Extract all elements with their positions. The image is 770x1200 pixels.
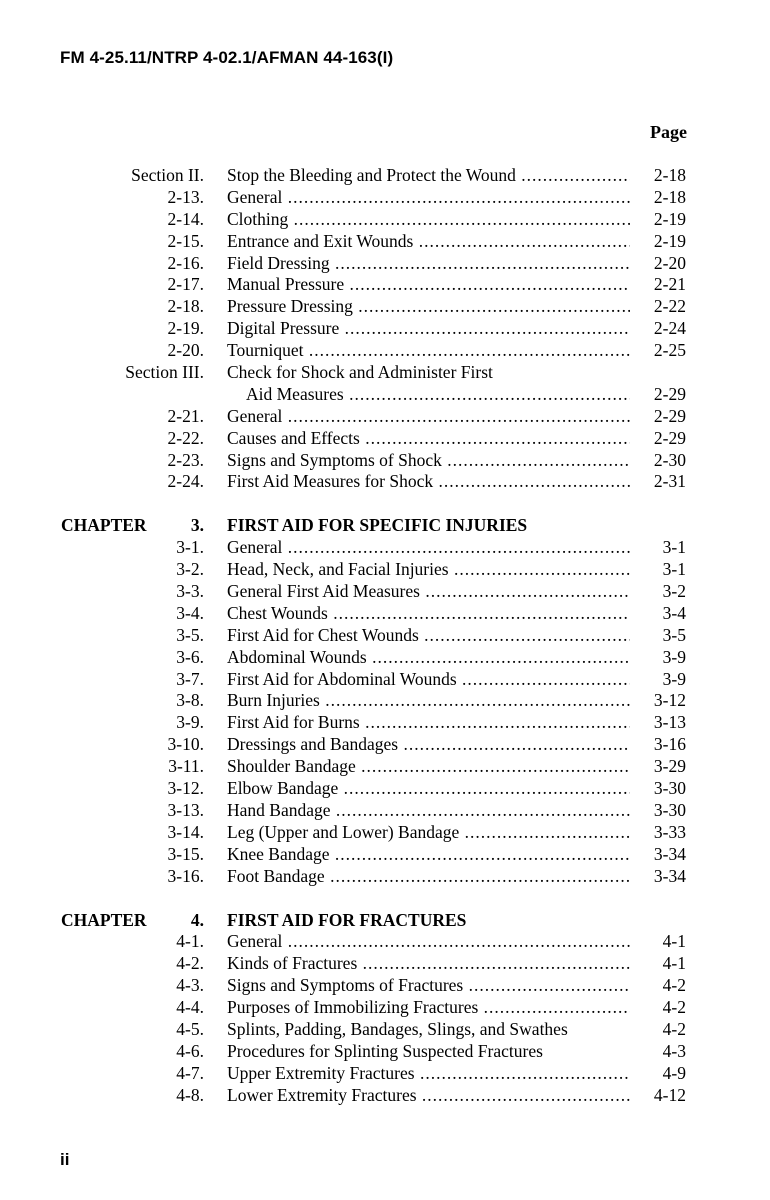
entry-page: 4-2 [662,975,686,996]
entry-page: 3-34 [653,843,686,864]
entry-page: 3-9 [662,646,686,667]
toc-entry[interactable] [0,209,770,231]
entry-page: 3-29 [653,756,686,777]
entry-number: 2-24. [167,471,204,492]
entry-title: Foot Bandage ..... [227,866,630,888]
entry-title: General ..... [227,406,630,428]
section-title-line1: Check for Shock and Administer First [227,362,493,383]
entry-page: 4-2 [662,997,686,1018]
entry-title: Field Dressing ..... [227,253,630,275]
entry-title: Upper Extremity Fractures ..... [227,1063,630,1085]
entry-title: Procedures for Splinting Suspected Fractures [227,1040,543,1061]
entry-title: Causes and Effects ..... [227,428,630,450]
chapter-title: FIRST AID FOR SPECIFIC INJURIES [227,515,528,536]
entry-page: 4-12 [653,1084,686,1105]
toc-entry[interactable] [0,537,770,559]
section-3-heading[interactable] [0,362,770,384]
toc-entry[interactable] [0,866,770,888]
entry-page: 3-1 [662,537,686,558]
toc-entry[interactable] [0,712,770,734]
entry-title: Shoulder Bandage ..... [227,756,630,778]
entry-title: Lower Extremity Fractures ..... [227,1085,630,1107]
chapter-number: 4. [190,909,204,930]
entry-page: 2-25 [653,340,686,361]
entry-title: Abdominal Wounds ..... [227,647,630,669]
entry-number: 3-8. [176,690,204,711]
toc-entry[interactable] [0,931,770,953]
entry-number: 2-18. [167,296,204,317]
entry-number: 3-16. [167,865,204,886]
entry-number: 3-15. [167,843,204,864]
entry-page: 3-30 [653,778,686,799]
toc-entry[interactable] [0,1041,770,1063]
page-number-footer: ii [60,1150,70,1169]
entry-page: 3-34 [653,865,686,886]
entry-number: 2-16. [167,252,204,273]
toc-entry[interactable] [0,253,770,275]
section-2-entries [0,187,770,362]
entry-page: 3-9 [662,668,686,689]
entry-title: Purposes of Immobilizing Fractures ..... [227,997,630,1019]
section-page: 2-29 [653,383,686,404]
entry-title: Chest Wounds ..... [227,603,630,625]
entry-title: First Aid for Abdominal Wounds ..... [227,669,630,691]
entry-title: Digital Pressure ..... [227,318,630,340]
entry-title: Burn Injuries ..... [227,690,630,712]
entry-title: Leg (Upper and Lower) Bandage ..... [227,822,630,844]
toc-entry[interactable] [0,603,770,625]
chapter-label: CHAPTER [61,515,147,536]
entry-number: 4-8. [176,1084,204,1105]
entry-page: 4-1 [662,931,686,952]
entry-number: 2-20. [167,340,204,361]
toc-entry[interactable] [0,274,770,296]
section-title: Stop the Bleeding and Protect the Wound ..... [227,165,630,187]
entry-page: 2-21 [653,274,686,295]
toc-entry[interactable] [0,734,770,756]
entry-title: Pressure Dressing ..... [227,296,630,318]
chapter-4-heading[interactable] [0,910,770,932]
entry-title: Signs and Symptoms of Shock ..... [227,450,630,472]
section-3-heading-cont[interactable] [0,384,770,406]
toc-entry[interactable] [0,406,770,428]
entry-title: Hand Bandage ..... [227,800,630,822]
entry-page: 2-20 [653,252,686,273]
entry-number: 2-15. [167,230,204,251]
entry-page: 2-24 [653,318,686,339]
toc-entry[interactable] [0,231,770,253]
entry-page: 4-1 [662,953,686,974]
toc-entry[interactable] [0,1085,770,1107]
entry-page: 2-29 [653,405,686,426]
entry-page: 3-30 [653,799,686,820]
entry-title: Head, Neck, and Facial Injuries ..... [227,559,630,581]
entry-number: 2-17. [167,274,204,295]
entry-title: Dressings and Bandages ..... [227,734,630,756]
entry-page: 2-30 [653,449,686,470]
entry-number: 2-19. [167,318,204,339]
toc-entry[interactable] [0,1063,770,1085]
entry-page: 3-33 [653,821,686,842]
page-header: FM 4-25.11/NTRP 4-02.1/AFMAN 44-163(I) [60,48,394,67]
toc-entry[interactable] [0,559,770,581]
entry-number: 3-14. [167,821,204,842]
chapter-title: FIRST AID FOR FRACTURES [227,909,467,930]
entry-page: 4-2 [662,1018,686,1039]
entry-number: 2-13. [167,186,204,207]
entry-title: Entrance and Exit Wounds ..... [227,231,630,253]
entry-number: 4-2. [176,953,204,974]
entry-number: 4-1. [176,931,204,952]
toc-entry[interactable] [0,778,770,800]
entry-page: 2-22 [653,296,686,317]
entry-number: 3-10. [167,734,204,755]
toc-entry[interactable] [0,581,770,603]
toc-entry[interactable] [0,187,770,209]
entry-title: First Aid for Burns ..... [227,712,630,734]
chapter-4-entries [0,931,770,1106]
section-title-line2: Aid Measures ..... [246,384,630,406]
toc-entry[interactable] [0,450,770,472]
entry-number: 4-3. [176,975,204,996]
toc-entry[interactable] [0,756,770,778]
entry-number: 3-4. [176,602,204,623]
chapter-3-heading[interactable] [0,515,770,537]
entry-number: 3-5. [176,624,204,645]
entry-title: General ..... [227,931,630,953]
entry-title: Knee Bandage ..... [227,844,630,866]
entry-title: Signs and Symptoms of Fractures ..... [227,975,630,997]
entry-title: Clothing ..... [227,209,630,231]
entry-page: 2-31 [653,471,686,492]
entry-number: 4-7. [176,1062,204,1083]
entry-page: 3-1 [662,559,686,580]
toc-entry[interactable] [0,844,770,866]
toc-entry[interactable] [0,800,770,822]
section-number: Section III. [125,362,204,383]
chapter-label: CHAPTER [61,909,147,930]
section-number: Section II. [131,165,204,185]
toc-entry[interactable] [0,296,770,318]
toc-entry[interactable] [0,340,770,362]
toc-entry[interactable] [0,975,770,997]
toc-entry[interactable] [0,822,770,844]
toc-entry[interactable] [0,1019,770,1041]
entry-number: 4-5. [176,1018,204,1039]
entry-number: 3-9. [176,712,204,733]
entry-page: 3-5 [662,624,686,645]
entry-title: Tourniquet ..... [227,340,630,362]
entry-title: Manual Pressure ..... [227,274,630,296]
entry-number: 4-4. [176,997,204,1018]
section-2-heading[interactable] [0,165,770,187]
entry-number: 2-14. [167,208,204,229]
entry-number: 2-21. [167,405,204,426]
chapter-number: 3. [190,515,204,536]
entry-page: 2-19 [653,230,686,251]
toc-entry[interactable] [0,997,770,1019]
entry-page: 4-9 [662,1062,686,1083]
entry-page: 3-12 [653,690,686,711]
toc-entry[interactable] [0,953,770,975]
toc-entry[interactable] [0,318,770,340]
toc-entry[interactable] [0,428,770,450]
table-of-contents [0,165,770,1107]
toc-entry[interactable] [0,471,770,493]
entry-title: First Aid for Chest Wounds ..... [227,625,630,647]
toc-entry[interactable] [0,690,770,712]
entry-number: 3-1. [176,537,204,558]
entry-title: Splints, Padding, Bandages, Slings, and Swathes [227,1018,568,1039]
toc-entry[interactable] [0,669,770,691]
entry-title: First Aid Measures for Shock ..... [227,471,630,493]
chapter-3-entries [0,537,770,887]
entry-number: 3-7. [176,668,204,689]
entry-number: 3-12. [167,778,204,799]
section-3-entries [0,406,770,494]
entry-number: 3-3. [176,581,204,602]
entry-number: 3-2. [176,559,204,580]
entry-title: General ..... [227,537,630,559]
entry-number: 3-13. [167,799,204,820]
entry-page: 2-18 [653,186,686,207]
entry-page: 3-13 [653,712,686,733]
entry-number: 4-6. [176,1040,204,1061]
entry-number: 2-22. [167,427,204,448]
entry-number: 3-11. [168,756,204,777]
section-page: 2-18 [653,165,686,185]
entry-page: 3-2 [662,581,686,602]
toc-entry[interactable] [0,647,770,669]
entry-title: Elbow Bandage ..... [227,778,630,800]
entry-title: General First Aid Measures ..... [227,581,630,603]
entry-page: 2-29 [653,427,686,448]
entry-page: 2-19 [653,208,686,229]
entry-number: 3-6. [176,646,204,667]
entry-title: Kinds of Fractures ..... [227,953,630,975]
entry-number: 2-23. [167,449,204,470]
entry-page: 3-4 [662,602,686,623]
entry-page: 3-16 [653,734,686,755]
entry-page: 4-3 [662,1040,686,1061]
entry-title: General ..... [227,187,630,209]
toc-entry[interactable] [0,625,770,647]
page-column-label: Page [650,122,687,142]
